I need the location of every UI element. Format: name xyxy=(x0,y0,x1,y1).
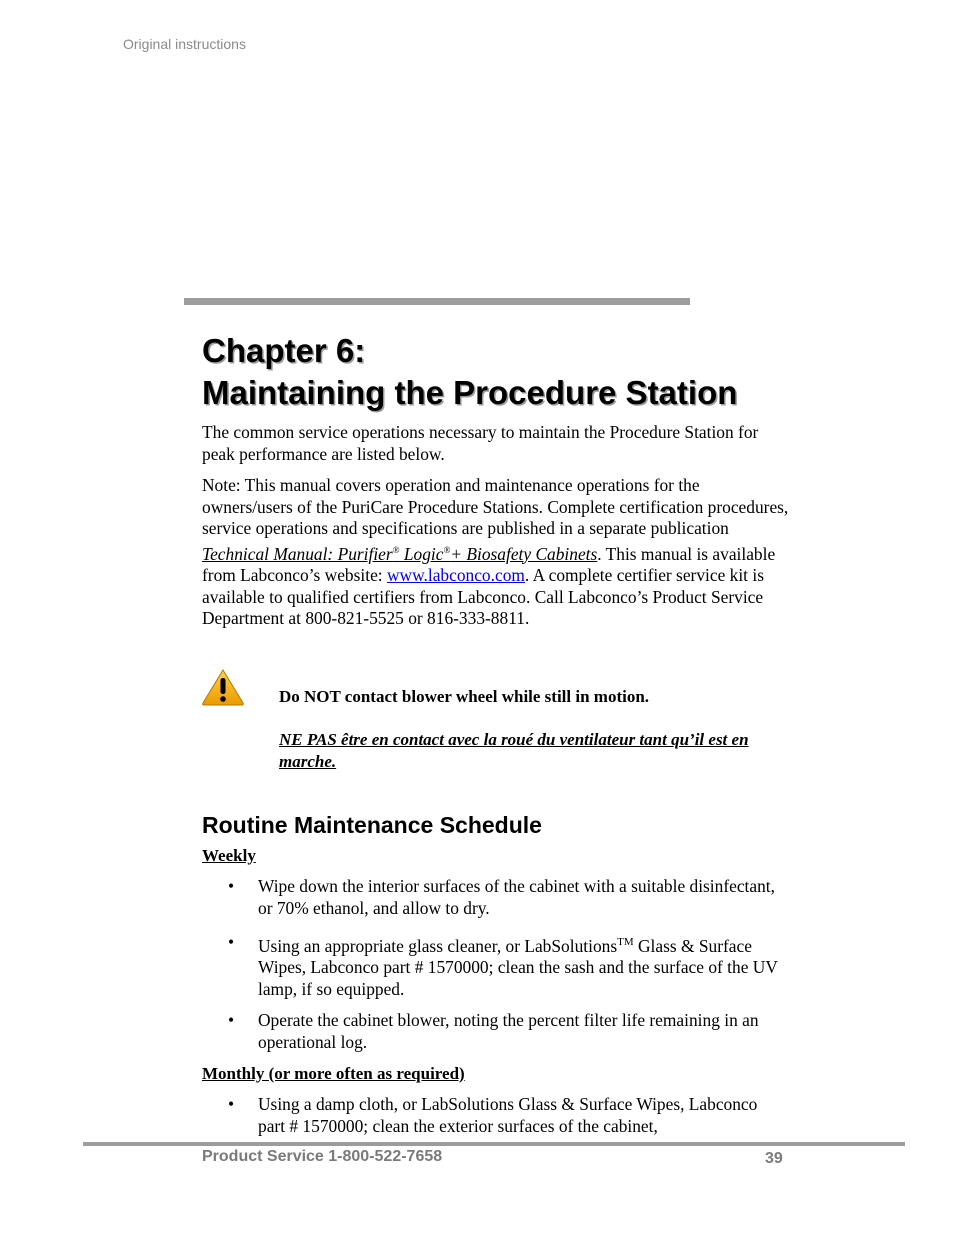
footer-rule xyxy=(83,1142,905,1146)
warning-english: Do NOT contact blower wheel while still in motion. xyxy=(279,687,650,706)
list-item xyxy=(228,932,788,1001)
list-item-text: Operate the cabinet blower, noting the percent filter life remaining in an operational log. xyxy=(258,1010,759,1052)
list-item-text: Using a damp cloth, or LabSolutions Glass & Surface Wipes, Labconco part # 1570000; clean the exterior surfaces of the cabinet, xyxy=(258,1094,758,1136)
list-item-text: Wipe down the interior surfaces of the cabinet with a suitable disinfectant, or 70% ethanol, and allow to dry. xyxy=(258,876,775,918)
trademark-sup: TM xyxy=(617,936,634,948)
manual-title: Technical Manual: Purifier® Logic®+ Biosafety Cabinets xyxy=(202,543,598,564)
list-item xyxy=(228,1094,788,1137)
labconco-website-link[interactable]: www.labconco.com xyxy=(386,565,525,586)
warning-triangle-icon xyxy=(201,668,245,706)
bullet-icon: • xyxy=(228,1010,235,1030)
chapter-title xyxy=(202,330,737,414)
list-item xyxy=(228,876,788,919)
footer-product-service: Product Service 1-800-522-7658 xyxy=(202,1148,443,1165)
section-heading: Routine Maintenance Schedule xyxy=(202,812,542,838)
intro-paragraph: The common service operations necessary to maintain the Procedure Station for peak performance are listed below. xyxy=(202,422,759,464)
note-text-middle: . This manual is available from Labconco’s website: xyxy=(202,543,776,586)
bullet-icon: • xyxy=(228,932,235,952)
note-paragraph xyxy=(202,475,792,630)
chapter-top-rule xyxy=(184,298,690,305)
weekly-subheading: Weekly xyxy=(202,846,256,865)
note-text-after: . A complete certifier service kit is available to qualified certifiers from Labconco. Call Labconco’s Product Service Department at 800-821-5525 or 816-333-8811. xyxy=(202,565,764,629)
monthly-subheading: Monthly (or more often as required) xyxy=(202,1064,465,1083)
note-text-before: Note: This manual covers operation and maintenance operations for the owners/users of the PuriCare Procedure Stations. Complete certification procedures, service operations and specifications are published in a separate publication xyxy=(202,475,789,539)
page-header-label: Original instructions xyxy=(123,36,246,52)
page-number: 39 xyxy=(765,1150,783,1167)
warning-french: NE PAS être en contact avec la roué du ventilateur tant qu’il est en marche. xyxy=(279,730,749,771)
chapter-number: Chapter 6: xyxy=(202,332,366,369)
chapter-name: Maintaining the Procedure Station xyxy=(202,374,738,411)
list-item-text: Using an appropriate glass cleaner, or LabSolutions™ Glass & Surface Wipes, Labconco part # 1570000; clean the sash and the surface of the UV lamp, if so equipped. xyxy=(258,935,778,999)
bullet-icon: • xyxy=(228,1094,235,1114)
bullet-icon: • xyxy=(228,876,235,896)
list-item xyxy=(228,1010,788,1053)
